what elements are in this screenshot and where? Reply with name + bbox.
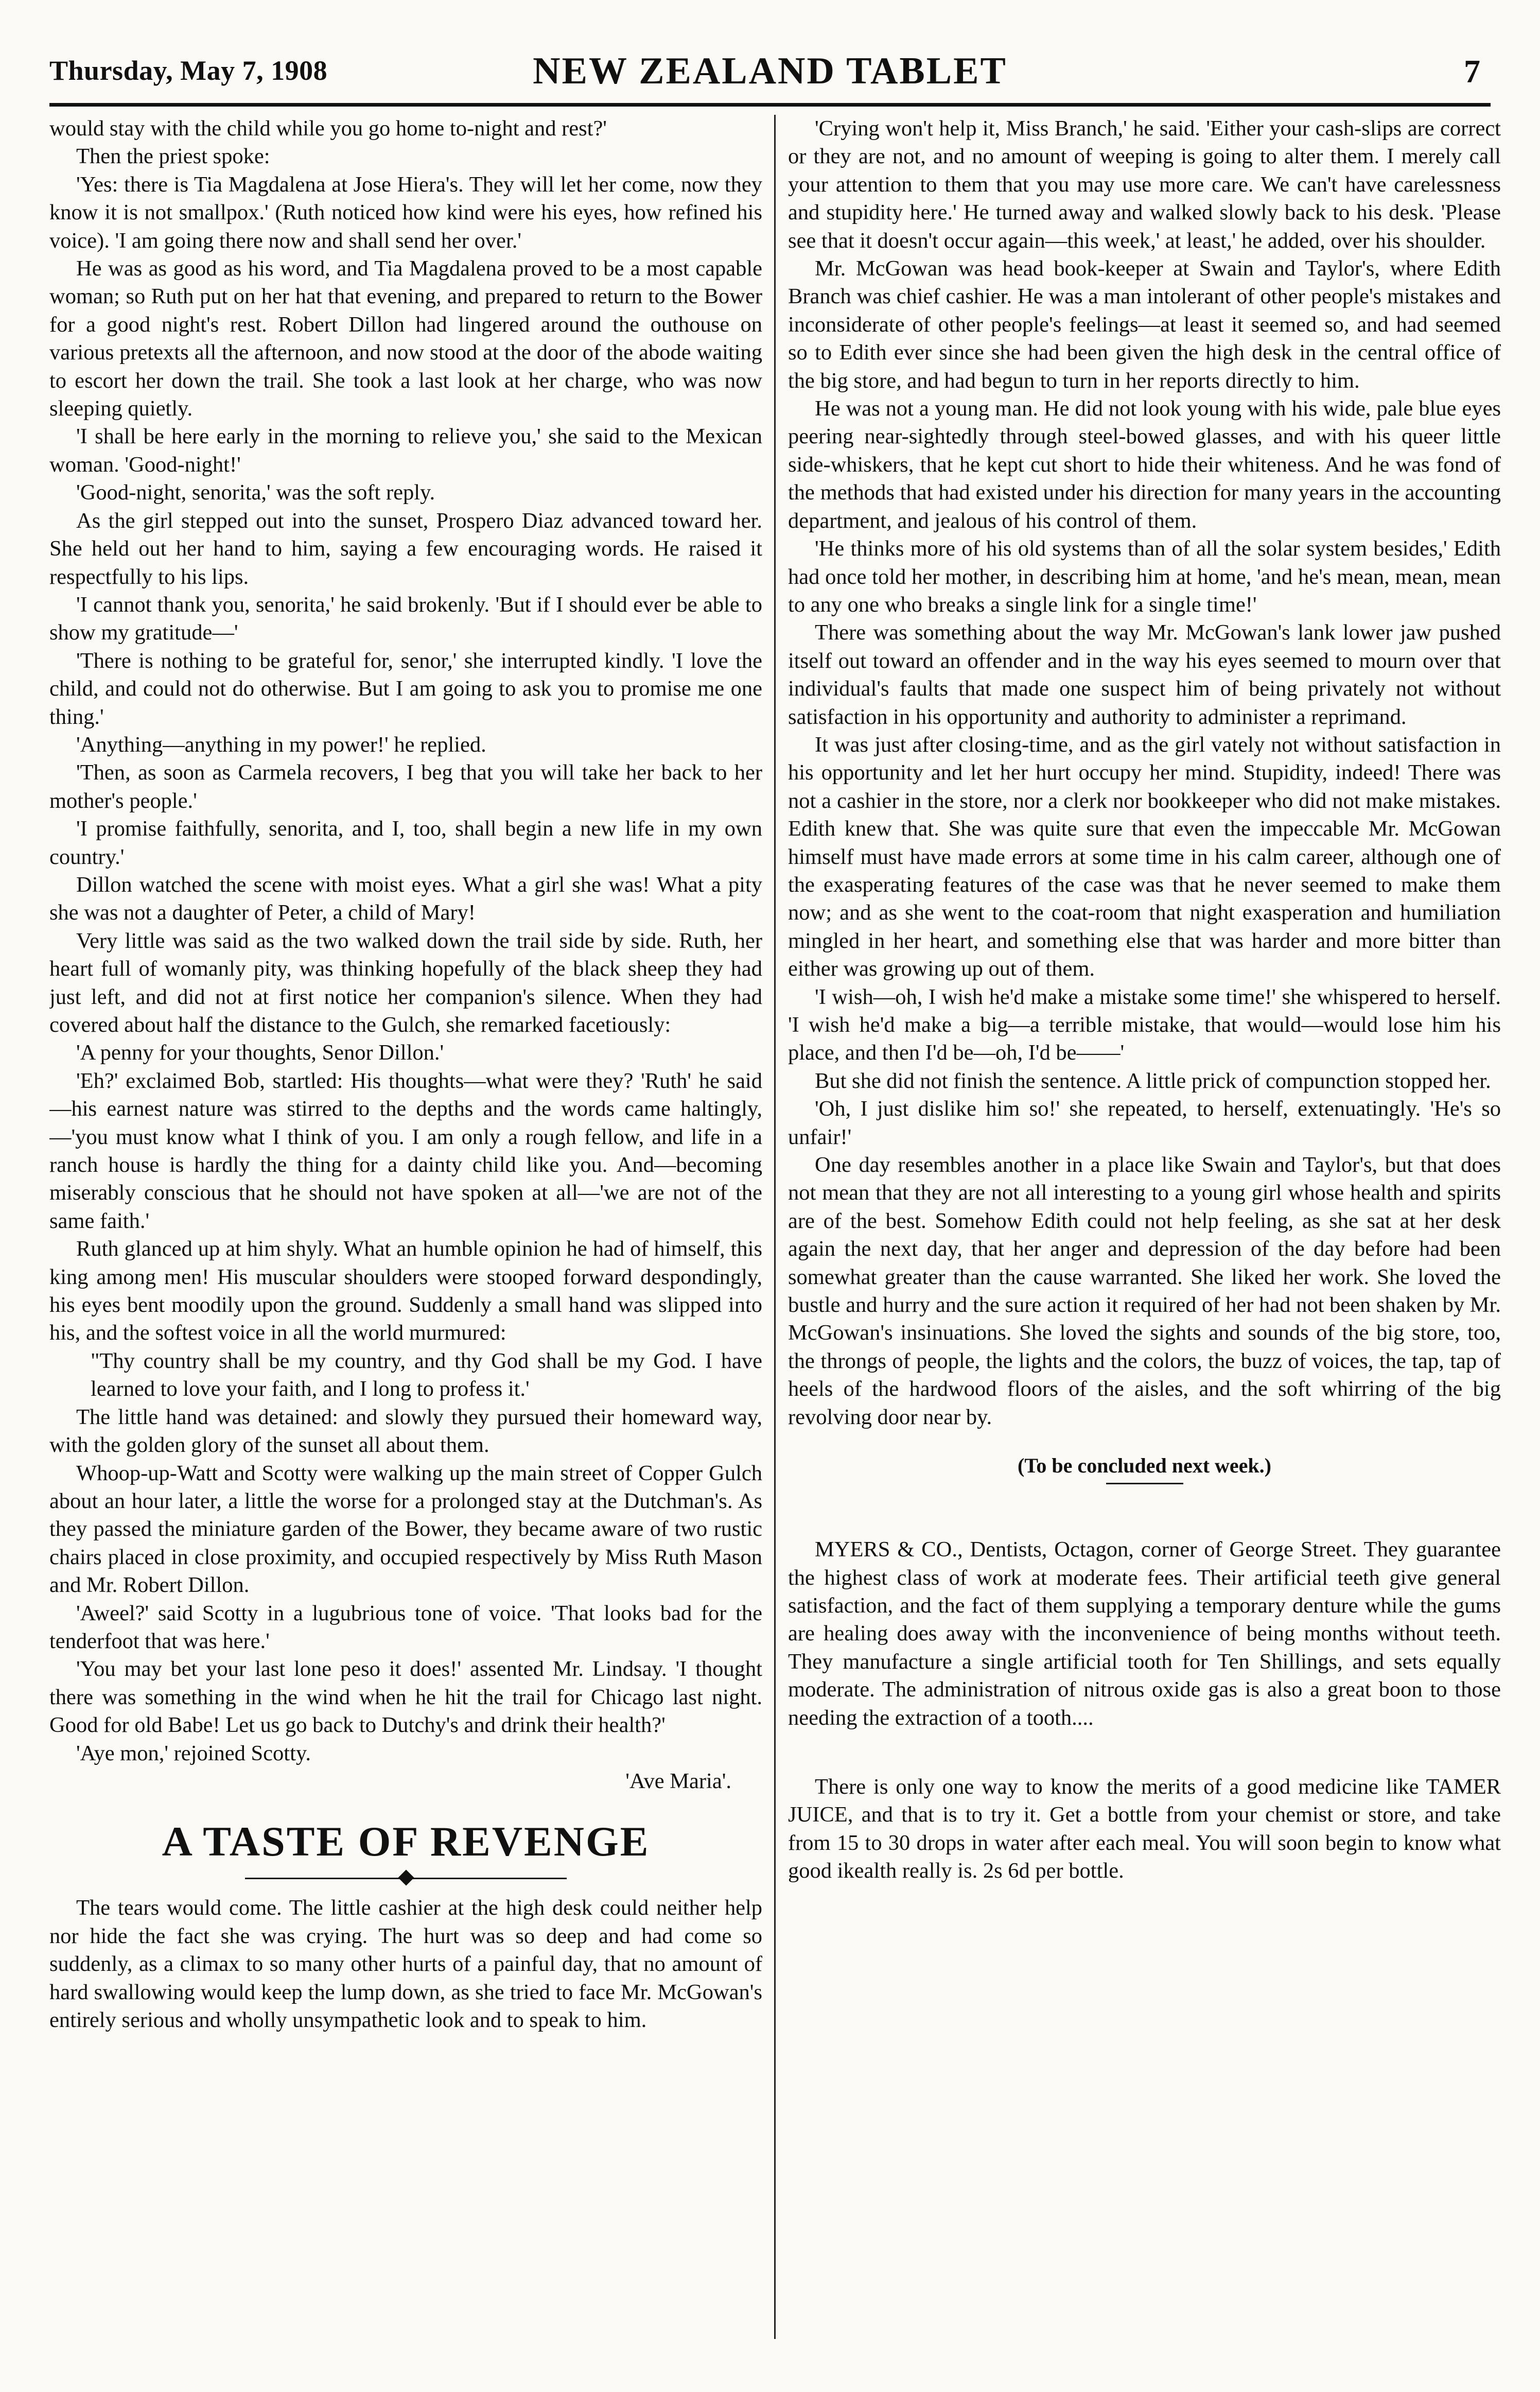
story-paragraph: 'Aweel?' said Scotty in a lugubrious tone of voice. 'That looks bad for the tenderfoot that was here.': [49, 1601, 762, 1653]
continued-note: (To be concluded next week.): [1018, 1454, 1271, 1478]
quoted-verse: "Thy country shall be my country, and thy God shall be my God. I have learned to love your faith, and I long to profess it.': [91, 1348, 762, 1401]
story-paragraph: 'Eh?' exclaimed Bob, startled: His thoughts—what were they? 'Ruth' he said—his earnest nature was stirred to the depths and the words came haltingly,—'you must know what I think of you. I am only a rough fellow, and life in a ranch house is hardly the thing for a dainty child like you. And—becoming miserably conscious that he should not have spoken at all—'we are not of the same faith.': [49, 1068, 762, 1233]
columns: [49, 115, 1501, 2347]
title-ornament: [245, 1869, 567, 1887]
story-paragraph: 'Crying won't help it, Miss Branch,' he said. 'Either your cash-slips are correct or they are not, and no amount of weeping is going to alter them. I merely call your attention to them that you may use more care. We can't have carelessness and stupidity here.' He turned away and walked slowly back to his desk. 'Please see that it doesn't occur again—this week,' at least,' he added, over his shoulder.: [788, 116, 1501, 253]
story-paragraph: He was not a young man. He did not look young with his wide, pale blue eyes peering near-sightedly through steel-bowed glasses, and with his queer little side-whiskers, that he kept cut short to hide their whiteness. And he was fond of the methods that had existed under his direction for many years in the accounting department, and jealous of his control of them.: [788, 396, 1501, 533]
story-paragraph: Very little was said as the two walked down the trail side by side. Ruth, her heart full of womanly pity, was thinking hopefully of the black sheep they had just left, and did not at first notice her companion's silence. When they had covered about half the distance to the Gulch, she remarked facetiously:: [49, 928, 762, 1037]
advertisement-myers: [788, 1536, 1501, 1732]
advertisement-tamer-juice: [788, 1773, 1501, 1885]
short-rule: [1106, 1483, 1183, 1484]
story-paragraph: 'Aye mon,' rejoined Scotty.: [76, 1741, 311, 1765]
story-paragraph: 'I shall be here early in the morning to relieve you,' she said to the Mexican woman. 'Good-night!': [49, 424, 762, 477]
story-paragraph: 'Then, as soon as Carmela recovers, I beg that you will take her back to her mother's people.': [49, 760, 762, 813]
advertisement-text: There is only one way to know the merits of a good medicine like TAMER JUICE, and that is to try it. Get a bottle from your chemist or store, and take from 15 to 30 drops in water after each meal. You will soon begin to know what good ikealth really is. 2s 6d per bottle.: [788, 1774, 1501, 1883]
story-source: 'Ave Maria'.: [625, 1769, 731, 1793]
story-paragraph: Whoop-up-Watt and Scotty were walking up the main street of Copper Gulch about an hour later, a little the worse for a prolonged stay at the Dutchman's. As they passed the miniature garden of the Bower, they became aware of two rustic chairs placed in close proximity, and occupied respectively by Miss Ruth Mason and Mr. Robert Dillon.: [49, 1461, 762, 1598]
diamond-ornament-icon: [398, 1870, 414, 1886]
story-paragraph: The little hand was detained: and slowly they pursued their homeward way, with the golden glory of the sunset all about them.: [49, 1405, 762, 1458]
story-paragraph: 'You may bet your last lone peso it does!' assented Mr. Lindsay. 'I thought there was something in the wind when he hit the trail for Chicago last night. Good for old Babe! Let us go back to Dutchy's and drink their health?': [49, 1657, 762, 1738]
story-paragraph: 'There is nothing to be grateful for, senor,' she interrupted kindly. 'I love the child, and could not do otherwise. But I am going to ask you to promise me one thing.': [49, 648, 762, 729]
story-paragraph: 'I promise faithfully, senorita, and I, too, shall begin a new life in my own country.': [49, 817, 762, 869]
story-paragraph: would stay with the child while you go home to-night and rest?': [49, 116, 607, 141]
story-paragraph: 'Anything—anything in my power!' he replied.: [76, 732, 486, 757]
story-paragraph: Mr. McGowan was head book-keeper at Swain and Taylor's, where Edith Branch was chief cashier. He was a man intolerant of other people's mistakes and inconsiderate of other people's feelings—at least it seemed so, and had seemed so to Edith ever since she had been given the high desk in the central office of the big store, and had begun to turn in her reports directly to him.: [788, 256, 1501, 393]
story-paragraph: 'He thinks more of his old systems than of all the solar system besides,' Edith had once told her mother, in describing him at home, 'and he's mean, mean, mean to any one who breaks a single link for a single time!': [788, 536, 1501, 617]
story-paragraph: 'I wish—oh, I wish he'd make a mistake some time!' she whispered to herself. 'I wish he'd make a big—a terrible mistake, that would—would lose him his place, and then I'd be—oh, I'd be——': [788, 984, 1501, 1065]
issue-date: Thursday, May 7, 1908: [49, 55, 328, 86]
story-paragraph: He was as good as his word, and Tia Magdalena proved to be a most capable woman; so Ruth put on her hat that evening, and prepared to return to the Bower for a good night's rest. Robert Dillon had lingered around the outhouse on various pretexts all the afternoon, and now stood at the door of the abode waiting to escort her down the trail. She took a last look at her charge, who was now sleeping quietly.: [49, 256, 762, 421]
story-paragraph: As the girl stepped out into the sunset, Prospero Diaz advanced toward her. She held out her hand to him, saying a few encouraging words. He raised it respectfully to his lips.: [49, 508, 762, 589]
story-paragraph: Dillon watched the scene with moist eyes. What a girl she was! What a pity she was not a daughter of Peter, a child of Mary!: [49, 872, 762, 925]
story-paragraph: 'A penny for your thoughts, Senor Dillon.': [76, 1041, 444, 1065]
story-paragraph: 'Good-night, senorita,' was the soft reply.: [76, 480, 435, 505]
story-paragraph: But she did not finish the sentence. A little prick of compunction stopped her.: [815, 1068, 1491, 1093]
story-paragraph: Ruth glanced up at him shyly. What an humble opinion he had of himself, this king among men! His muscular shoulders were stooped forward despondingly, his eyes bent moodily upon the ground. Suddenly a small hand was slipped into his, and the softest voice in all the world murmured:: [49, 1237, 762, 1345]
story-paragraph: One day resembles another in a place like Swain and Taylor's, but that does not mean that they are not all interesting to a young girl whose health and spirits are of the best. Somehow Edith could not help feeling, as she sat at her desk again the next day, that her anger and depression of the day before had been somewhat greater than the cause warranted. She liked her work. She loved the bustle and hurry and the sure action it required of her had not been shaken by Mr. McGowan's insinuations. She loved the sights and sounds of the big store, too, the throngs of people, the lights and the colors, the buzz of voices, the tap, tap of heels of the hardwood floors of the aisles, and the soft whirring of the big revolving door near by.: [788, 1153, 1501, 1429]
story-paragraph: 'Oh, I just dislike him so!' she repeated, to herself, extenuatingly. 'He's so unfair!': [788, 1097, 1501, 1149]
section-title: A TASTE OF REVENGE: [162, 1818, 650, 1865]
page-header: [49, 45, 1491, 107]
story-paragraph: It was just after closing-time, and as the girl vately not without satisfaction in his opportunity and let her hurt occupy her mind. Stupidity, indeed! There was not a cashier in the store, nor a clerk nor bookkeeper who did not make mistakes. Edith knew that. She was quite sure that even the impeccable Mr. McGowan himself must have made errors at some time in his calm career, although one of the exasperating features of the case was that he never seemed to make them now; and as she went to the coat-room that night exasperation and humiliation mingled in her heart, and something else that was harder and more bitter than either was growing up out of them.: [788, 732, 1501, 981]
story-paragraph: The tears would come. The little cashier at the high desk could neither help nor hide the fact she was crying. The hurt was so deep and had come so suddenly, as a climax to so many other hurts of a painful day, that no amount of hard swallowing would keep the lump down, as she tried to face Mr. McGowan's entirely serious and wholly unsympathetic look and to speak to him.: [49, 1896, 762, 2032]
story-paragraph: 'I cannot thank you, senorita,' he said brokenly. 'But if I should ever be able to show my gratitude—': [49, 592, 762, 645]
right-column: [788, 115, 1501, 2339]
story-paragraph: 'Yes: there is Tia Magdalena at Jose Hiera's. They will let her come, now they know it is not smallpox.' (Ruth noticed how kind were his eyes, how refined his voice). 'I am going there now and shall send her over.': [49, 172, 762, 253]
story-paragraph: Then the priest spoke:: [76, 144, 270, 169]
left-column: [49, 115, 762, 2339]
newspaper-page: [49, 45, 1501, 2347]
story-paragraph: There was something about the way Mr. McGowan's lank lower jaw pushed itself out toward an offender and in the way his eyes seemed to mourn over that individual's faults that made one suspect him of being privately not without satisfaction in his opportunity and authority to administer a reprimand.: [788, 620, 1501, 729]
publication-title: NEW ZEALAND TABLET: [533, 50, 1007, 92]
advertisement-text: MYERS & CO., Dentists, Octagon, corner of George Street. They guarantee the highest class of work at moderate fees. Their artificial teeth give general satisfaction, and the fact of them supplying a temporary denture while the gums are healing does away with the inconvenience of being months without teeth. They manufacture a single artificial tooth for Ten Shillings, and sets equally moderate. The administration of nitrous oxide gas is also a great boon to those needing the extraction of a tooth....: [788, 1537, 1501, 1730]
column-rule: [774, 115, 776, 2339]
page-number: 7: [1464, 53, 1480, 90]
